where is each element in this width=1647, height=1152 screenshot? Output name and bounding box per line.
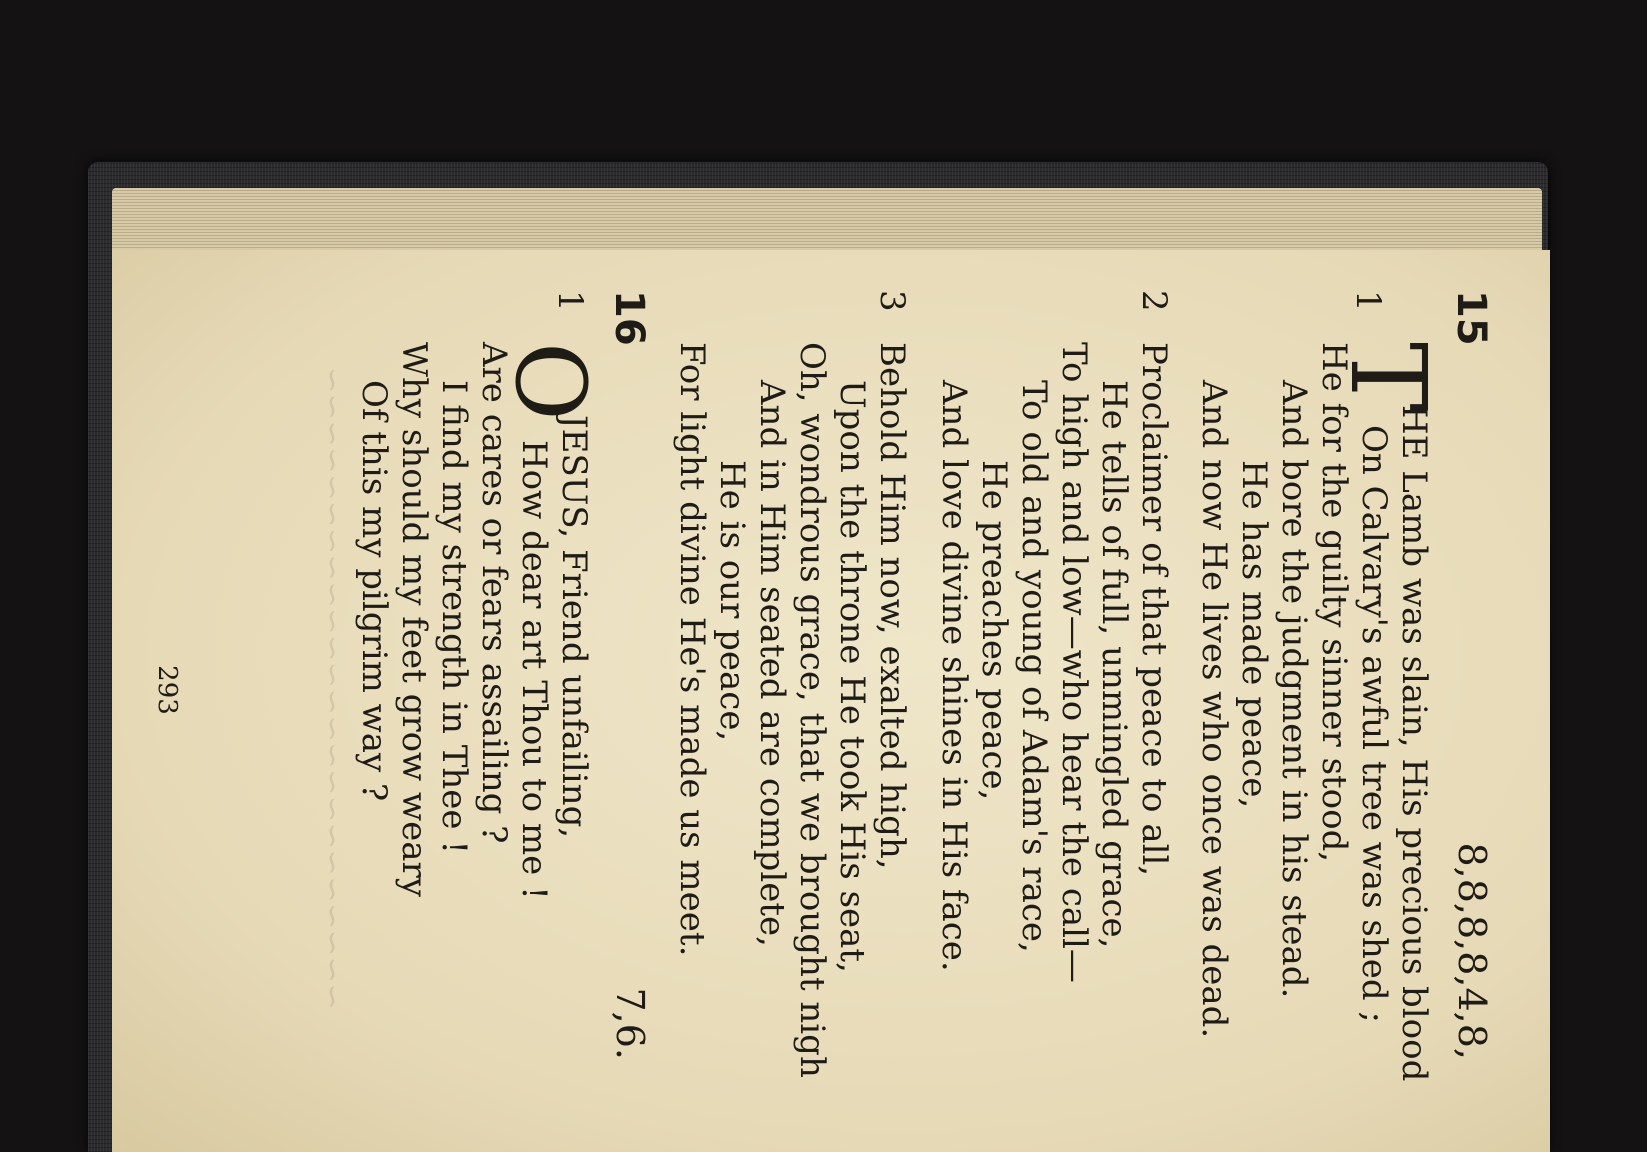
hymn-number: 16 <box>606 290 652 346</box>
verse-line: To old and young of Adam's race, <box>1014 380 1054 953</box>
verse-line: On Calvary's awful tree was shed ; <box>1354 425 1394 1023</box>
hymn-meter: 8,8,8,8,4,8, <box>1450 842 1494 1060</box>
verse-line: And now He lives who once was dead. <box>1194 380 1234 1039</box>
verse-number: 2 <box>1134 290 1174 312</box>
verse-line: He is our peace, <box>712 460 752 742</box>
rotated-page-content <box>112 250 1532 1130</box>
verse-line: For light divine He's made us meet. <box>672 342 712 957</box>
verse-line: I find my strength in Thee ! <box>434 380 474 855</box>
verse-line: JESUS, Friend unfailing, <box>554 415 594 839</box>
verse-line: He has made peace, <box>1234 460 1274 809</box>
hymn-meter: 7,6. <box>608 987 652 1060</box>
verse-number: 1 <box>550 290 590 312</box>
verse-line: Proclaimer of that peace to all, <box>1134 342 1174 877</box>
verse-line: To high and low—who hear the call— <box>1054 342 1094 983</box>
verse-line: How dear art Thou to me ! <box>514 440 554 900</box>
verse-line: Are cares or fears assailing ? <box>474 342 514 844</box>
verse-line: Of this my pilgrim way ? <box>354 380 394 802</box>
verse-line: And love divine shines in His face. <box>934 380 974 972</box>
verse-line: Upon the throne He took His seat, <box>832 380 872 973</box>
verse-line: And bore the judgment in his stead. <box>1274 380 1314 999</box>
verse-line: Behold Him now, exalted high, <box>872 342 912 870</box>
verse-line: HE Lamb was slain, His precious blood <box>1394 405 1434 1082</box>
drop-cap: T <box>1327 342 1449 412</box>
verse-line: Why should my feet grow weary <box>394 342 434 897</box>
verse-number: 1 <box>1348 290 1388 312</box>
verse-line: He for the guilty sinner stood, <box>1314 342 1354 863</box>
verse-line: Oh, wondrous grace, that we brought nigh <box>792 342 832 1078</box>
page-number: 293 <box>152 665 182 715</box>
drop-cap: O <box>494 342 606 421</box>
verse-number: 3 <box>872 290 912 312</box>
hymn-number: 15 <box>1448 290 1494 346</box>
verse-line: He preaches peace, <box>974 460 1014 801</box>
verse-line: He tells of full, unmingled grace, <box>1094 380 1134 949</box>
book-page <box>112 250 1550 1152</box>
verse-line: And in Him seated are complete, <box>752 380 792 947</box>
show-through-text: ~~~~~~~~~~~~~~~~~~~~~~~~ <box>314 366 352 1010</box>
